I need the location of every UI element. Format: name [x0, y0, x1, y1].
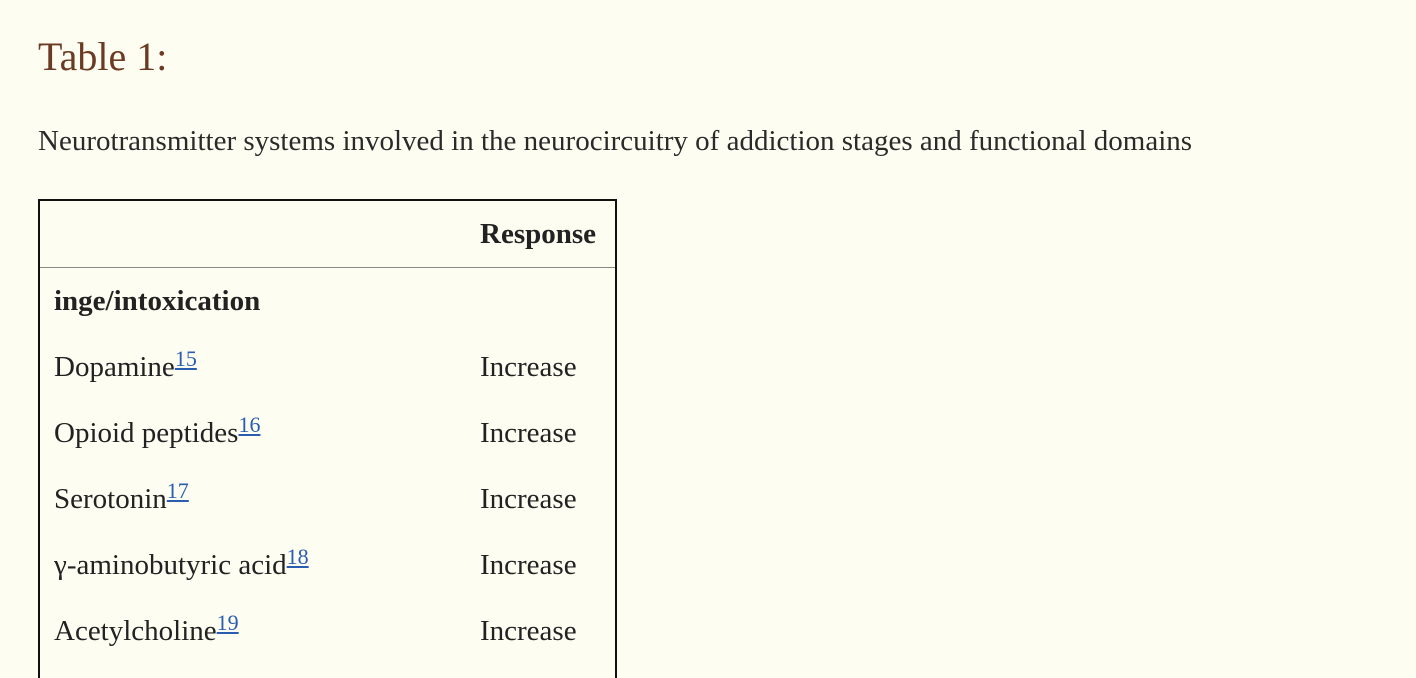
response-cell: Increase	[480, 350, 577, 383]
response-cell: Increase	[480, 548, 577, 581]
header-response: Response	[480, 201, 615, 268]
table-row	[40, 400, 615, 466]
data-table-container	[38, 199, 617, 678]
table-header-row	[40, 201, 615, 268]
neurotransmitter-cell	[40, 400, 480, 466]
neurotransmitter-name: Serotonin	[54, 482, 167, 515]
neurotransmitter-cell	[40, 334, 480, 400]
neurotransmitter-cell	[40, 598, 480, 664]
neurotransmitter-cell	[40, 466, 480, 532]
table-row	[40, 466, 615, 532]
table-caption: Neurotransmitter systems involved in the neurocircuitry of addiction stages and functional domains	[38, 125, 1193, 157]
reference-link[interactable]: 18	[286, 543, 309, 569]
header-name	[40, 201, 480, 268]
response-cell: Increase	[480, 614, 577, 647]
section-row	[40, 268, 615, 335]
table-row	[40, 334, 615, 400]
section-label: inge/intoxication	[54, 284, 261, 317]
table-row	[40, 598, 615, 664]
reference-link[interactable]: 15	[174, 345, 197, 371]
neurotransmitter-name: Acetylcholine	[54, 614, 217, 647]
neurotransmitter-name: γ-aminobutyric acid	[54, 548, 287, 581]
neurotransmitter-name: Opioid peptides	[54, 416, 239, 449]
table-title: Table 1:	[38, 34, 168, 79]
neurotransmitter-table	[40, 201, 615, 664]
table-row	[40, 532, 615, 598]
neurotransmitter-cell	[40, 532, 480, 598]
reference-link[interactable]: 16	[238, 411, 261, 437]
response-cell: Increase	[480, 482, 577, 515]
neurotransmitter-name: Dopamine	[54, 350, 175, 383]
response-cell: Increase	[480, 416, 577, 449]
reference-link[interactable]: 19	[216, 609, 239, 635]
reference-link[interactable]: 17	[166, 477, 189, 503]
